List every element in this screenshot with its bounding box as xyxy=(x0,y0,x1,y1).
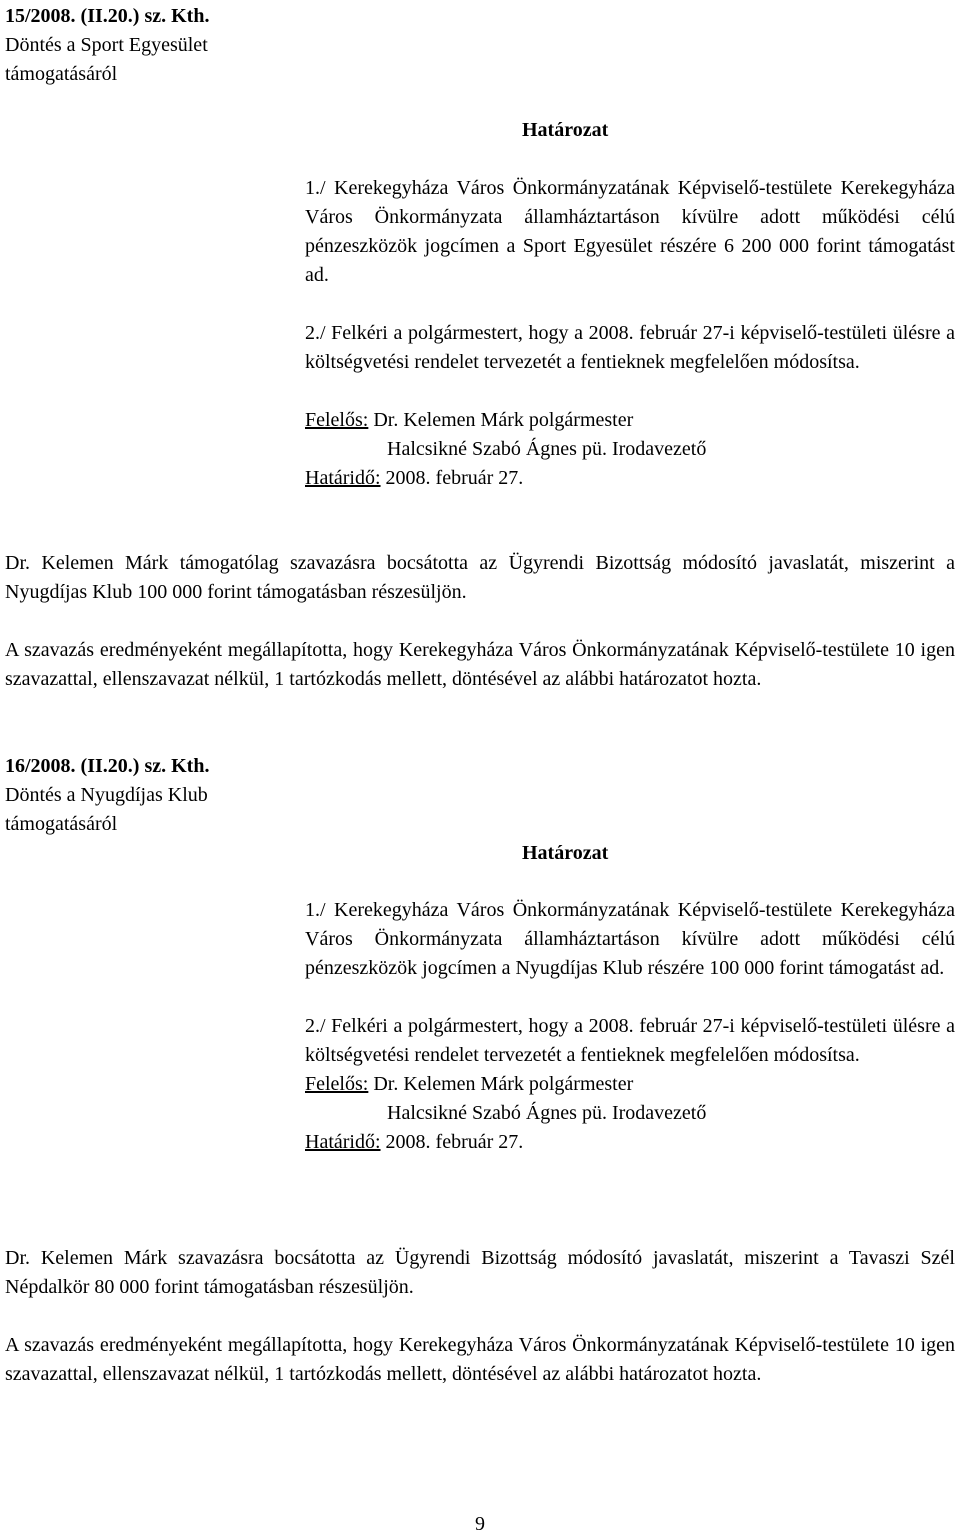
resolution-16-body xyxy=(305,896,955,1157)
resolution-heading: Határozat xyxy=(522,119,609,141)
resolution-15-header xyxy=(5,2,209,89)
deadline-value: 2008. február 27. xyxy=(385,1131,524,1153)
vote-text: A szavazás eredményeként megállapította, hogy Kerekegyháza Város Önkormányzatának Képviselő-testülete 10 igen szavazattal, ellenszavazat nélkül, 1 tartózkodás mellett, döntésével az alábbi határozatot hozta. xyxy=(5,639,955,690)
deadline-value: 2008. február 27. xyxy=(385,467,524,489)
responsible-person-2: Halcsikné Szabó Ágnes pü. Irodavezető xyxy=(387,1102,707,1124)
responsible-label: Felelős: xyxy=(305,1073,369,1095)
resolution-point-1: 1./ Kerekegyháza Város Önkormányzatának Képviselő-testülete Kerekegyháza Város Önkormányzata államháztartáson kívülre adott működési célú pénzeszközök jogcímen a Nyugdíjas Klub részére 100 000 forint támogatást ad. xyxy=(305,899,955,979)
motion-text: Dr. Kelemen Márk támogatólag szavazásra bocsátotta az Ügyrendi Bizottság módosító javaslatát, miszerint a Nyugdíjas Klub 100 000 forint támogatásban részesüljön. xyxy=(5,552,955,603)
resolution-subject-cont: támogatásáról xyxy=(5,813,118,835)
motion-text: Dr. Kelemen Márk szavazásra bocsátotta az Ügyrendi Bizottság módosító javaslatát, miszerint a Tavaszi Szél Népdalkör 80 000 forint támogatásban részesüljön. xyxy=(5,1247,955,1298)
resolution-ref: 15/2008. (II.20.) sz. Kth. xyxy=(5,5,210,27)
resolution-point-1: 1./ Kerekegyháza Város Önkormányzatának Képviselő-testülete Kerekegyháza Város Önkormányzata államháztartáson kívülre adott működési célú pénzeszközök jogcímen a Sport Egyesület részére 6 200 000 forint támogatást ad. xyxy=(305,177,955,286)
resolution-15-motion xyxy=(5,549,955,694)
resolution-subject-cont: támogatásáról xyxy=(5,63,118,85)
responsible-label: Felelős: xyxy=(305,409,369,431)
responsible-person-1: Dr. Kelemen Márk polgármester xyxy=(373,1073,634,1095)
resolution-heading: Határozat xyxy=(522,842,609,864)
responsible-person-2: Halcsikné Szabó Ágnes pü. Irodavezető xyxy=(387,438,707,460)
resolution-point-2: 2./ Felkéri a polgármestert, hogy a 2008. február 27-i képviselő-testületi ülésre a költségvetési rendelet tervezetét a fentieknek megfelelően módosítsa. xyxy=(305,1015,955,1066)
resolution-subject: Döntés a Sport Egyesület xyxy=(5,34,208,56)
resolution-point-2: 2./ Felkéri a polgármestert, hogy a 2008. február 27-i képviselő-testületi ülésre a költségvetési rendelet tervezetét a fentieknek megfelelően módosítsa. xyxy=(305,322,955,373)
responsible-block xyxy=(305,406,955,493)
resolution-16-header xyxy=(5,752,209,839)
resolution-15-body xyxy=(305,174,955,493)
page-number: 9 xyxy=(475,1513,485,1535)
resolution-16-motion xyxy=(5,1244,955,1389)
responsible-block xyxy=(305,1070,955,1157)
responsible-person-1: Dr. Kelemen Márk polgármester xyxy=(373,409,634,431)
resolution-subject: Döntés a Nyugdíjas Klub xyxy=(5,784,208,806)
deadline-label: Határidő: xyxy=(305,467,381,489)
deadline-label: Határidő: xyxy=(305,1131,381,1153)
vote-text: A szavazás eredményeként megállapította, hogy Kerekegyháza Város Önkormányzatának Képviselő-testülete 10 igen szavazattal, ellenszavazat nélkül, 1 tartózkodás mellett, döntésével az alábbi határozatot hozta. xyxy=(5,1334,955,1385)
resolution-ref: 16/2008. (II.20.) sz. Kth. xyxy=(5,755,210,777)
